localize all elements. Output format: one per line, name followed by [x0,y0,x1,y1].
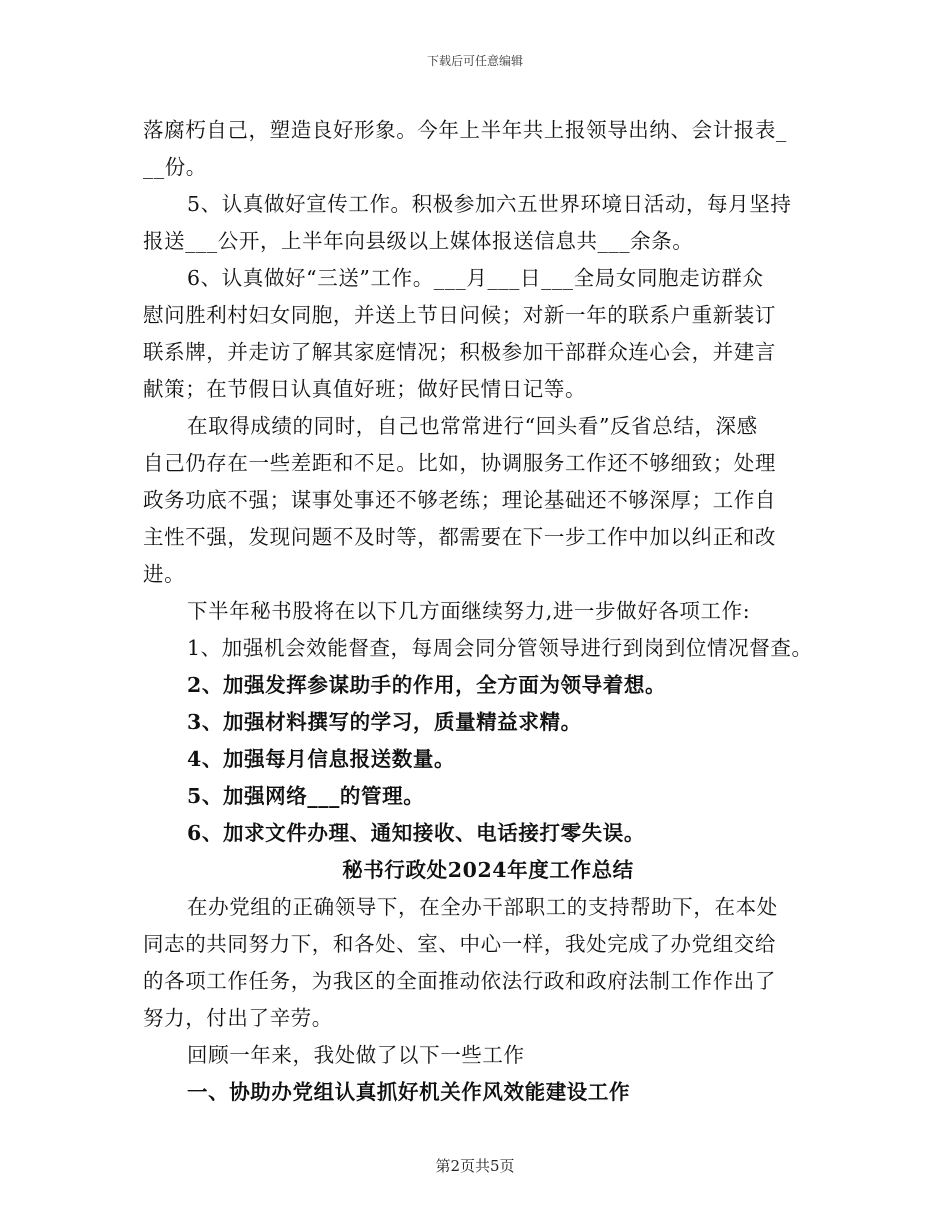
subsection-heading: 一、协助办党组认真抓好机关作风效能建设工作 [187,1080,631,1104]
body-line: 进。 [143,562,186,586]
page-header: 下载后可任意编辑 [426,54,523,68]
body-line: 慰问胜利村妇女同胞，并送上节日问候；对新一年的联系户重新装订 [143,303,776,327]
list-item: 6、加求文件办理、通知接收、电话接打零失误。 [187,821,645,845]
body-line: 在取得成绩的同时，自己也常常进行“回头看”反省总结，深感 [187,414,758,438]
list-item: 5、加强网络___的管理。 [187,784,425,808]
section-title: 秘书行政处2024年度工作总结 [342,858,634,882]
body-line: 在办党组的正确领导下，在全办干部职工的支持帮助下，在本处 [187,895,778,919]
body-line: 回顾一年来，我处做了以下一些工作 [187,1043,525,1067]
body-line: 5、认真做好宣传工作。积极参加六五世界环境日活动，每月坚持 [187,192,792,216]
body-line: 同志的共同努力下，和各处、室、中心一样，我处完成了办党组交给 [143,932,776,956]
list-item: 4、加强每月信息报送数量。 [187,747,456,771]
body-line: 主性不强，发现问题不及时等，都需要在下一步工作中加以纠正和改 [143,525,776,549]
body-line: 报送___公开，上半年向县级以上媒体报送信息共___余条。 [143,229,694,253]
body-line: 努力，付出了辛劳。 [143,1006,333,1030]
list-item: 1、加强机会效能督查，每周会同分管领导进行到岗到位情况督查。 [187,636,813,660]
body-line: 的各项工作任务，为我区的全面推动依法行政和政府法制工作作出了 [143,969,776,993]
body-line: 自己仍存在一些差距和不足。比如，协调服务工作还不够细致；处理 [143,451,776,475]
body-line: 联系牌，并走访了解其家庭情况；积极参加干部群众连心会，并建言 [143,340,776,364]
body-line: 6、认真做好“三送”工作。___月___日___全局女同胞走访群众 [187,266,764,290]
body-line: 政务功底不强；谋事处事还不够老练；理论基础还不够深厚；工作自 [143,488,776,512]
body-line: __份。 [143,155,207,179]
body-line: 落腐朽自己，塑造良好形象。今年上半年共上报领导出纳、会计报表_ [143,118,787,142]
document-body [143,112,833,1111]
list-item: 2、加强发挥参谋助手的作用，全方面为领导着想。 [187,673,667,697]
body-line: 献策；在节假日认真值好班；做好民情日记等。 [143,377,587,401]
body-line: 下半年秘书股将在以下几方面继续努力,进一步做好各项工作: [187,599,751,623]
page-number: 第2页共5页 [435,1157,515,1175]
list-item: 3、加强材料撰写的学习，质量精益求精。 [187,710,582,734]
